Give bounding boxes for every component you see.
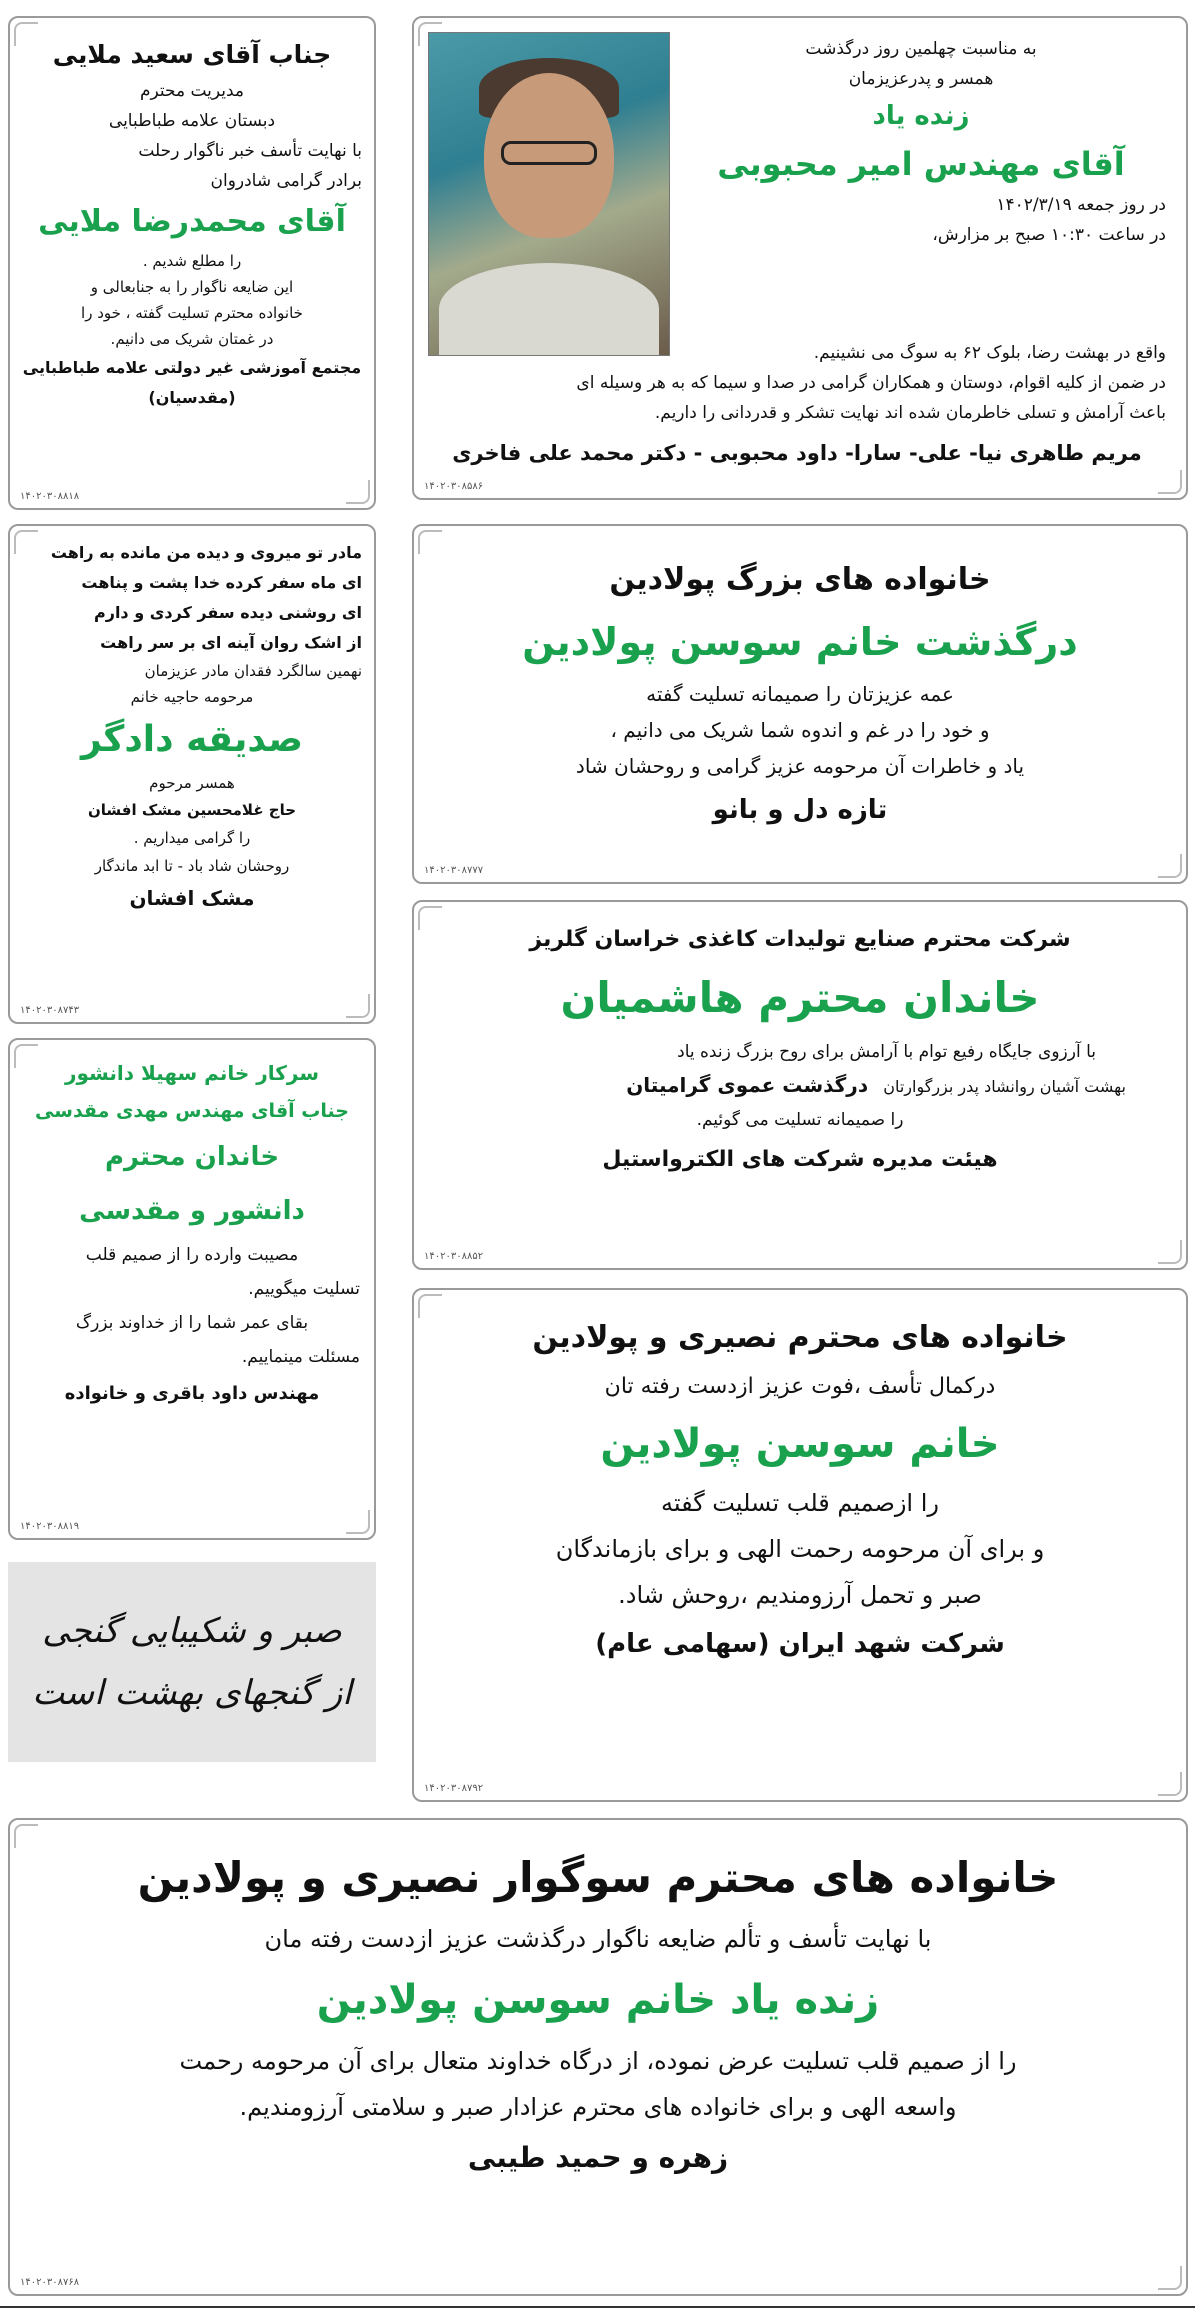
- notice-tayebi: [8, 1818, 1188, 2296]
- signature: شرکت شهد ایران (سهامی عام): [595, 1629, 1005, 1659]
- signature-2: (مقدسیان): [148, 388, 236, 407]
- portrait-photo: [428, 32, 670, 356]
- line-5: صبر و تحمل آرزومندیم ،روحش شاد.: [618, 1581, 982, 1609]
- thanks-line-1: در ضمن از کلیه اقوام، دوستان و همکاران گرامی در صدا و سیما که به هر وسیله ای: [576, 373, 1166, 393]
- line-2: مرحومه حاجیه خانم: [130, 688, 254, 706]
- line-5: را گرامی میداریم .: [133, 829, 251, 847]
- signers: مریم طاهری نیا- علی- سارا- داود محبوبی - دکتر محمد علی فاخری: [452, 441, 1142, 465]
- line-6: تسلیت میگوییم.: [248, 1279, 360, 1299]
- line-2: با آرزوی جایگاه رفیع توام با آرامش برای روح بزرگ زنده یاد: [677, 1042, 1096, 1062]
- signature: زهره و حمید طیبی: [467, 2141, 729, 2174]
- line-8: مسئلت مینماییم.: [241, 1347, 360, 1367]
- line-2: با نهایت تأسف و تألم ضایعه ناگوار درگذشت عزیز ازدست رفته مان: [264, 1925, 932, 1953]
- ad-code: ۱۴۰۲۰۳۰۸۸۵۲: [424, 1251, 484, 1262]
- ad-code: ۱۴۰۲۰۳۰۸۸۱۸: [20, 491, 80, 502]
- signature: تازه دل و بانو: [712, 795, 888, 825]
- line-1: نهمین سالگرد فقدان مادر عزیزمان: [144, 662, 362, 680]
- line-4: با نهایت تأسف خبر ناگوار رحلت: [138, 141, 362, 161]
- heading: شرکت محترم صنایع تولیدات کاغذی خراسان گلریز: [529, 927, 1071, 952]
- line-5: مصیبت وارده را از صمیم قلب: [85, 1245, 299, 1265]
- line-4: را صمیمانه تسلیت می گوئیم.: [696, 1110, 904, 1130]
- line-2: مدیریت محترم: [139, 81, 245, 101]
- ad-code: ۱۴۰۲۰۳۰۸۷۹۲: [424, 1783, 484, 1794]
- heading: خانواده های بزرگ پولادین: [609, 562, 991, 597]
- poem-2: ای ماه سفر کرده خدا پشت و پناهت: [81, 573, 362, 592]
- line-4: دانشور و مقدسی: [79, 1196, 305, 1226]
- line-3b: درگذشت عموی گرامیتان: [626, 1073, 869, 1097]
- line-3: عمه عزیزتان را صمیمانه تسلیت گفته: [646, 682, 954, 706]
- intro-line-2: همسر و پدرعزیزمان: [848, 69, 994, 89]
- deceased-name: درگذشت خانم سوسن پولادین: [522, 620, 1078, 664]
- deceased-name: آقای محمدرضا ملایی: [38, 204, 346, 239]
- date-line: در روز جمعه ۱۴۰۲/۳/۱۹: [996, 195, 1166, 215]
- line-5: یاد و خاطرات آن مرحومه عزیز گرامی و روحشان شاد: [575, 754, 1025, 778]
- line-3: را ازصمیم قلب تسلیت گفته: [660, 1489, 939, 1517]
- line-3: خاندان محترم: [104, 1142, 280, 1172]
- line-4: و خود را در غم و اندوه شما شریک می دانیم ،: [610, 718, 990, 742]
- intro-line-1: به مناسبت چهلمین روز درگذشت: [805, 39, 1037, 59]
- line-6: را مطلع شدیم .: [142, 252, 242, 270]
- location-line: واقع در بهشت رضا، بلوک ۶۲ به سوگ می نشینیم.: [813, 343, 1166, 363]
- signature: مهندس داود باقری و خانواده: [64, 1383, 320, 1404]
- deceased-name: آقای مهندس امیر محبوبی: [717, 145, 1125, 183]
- thanks-line-2: باعث آرامش و تسلی خاطرمان شده اند نهایت تشکر و قدردانی را داریم.: [654, 403, 1166, 423]
- line-3: همسر مرحوم: [149, 774, 235, 792]
- line-2: درکمال تأسف ،فوت عزیز ازدست رفته تان: [604, 1374, 996, 1399]
- line-2: جناب آقای مهندس مهدی مقدسی: [35, 1100, 349, 1122]
- notice-dadgar: [8, 524, 376, 1024]
- deceased-name: خانم سوسن پولادین: [600, 1421, 1000, 1467]
- calligraphy-panel: [8, 1562, 376, 1762]
- poem-3: ای روشنی دیده سفر کردی و دارم: [94, 603, 362, 622]
- notice-nasiri-pouladin: [412, 1288, 1188, 1802]
- line-9: در غمتان شریک می دانیم.: [110, 330, 274, 348]
- signature-1: مجتمع آموزشی غیر دولتی علامه طباطبایی: [22, 358, 362, 377]
- ad-code: ۱۴۰۲۰۳۰۸۵۸۶: [424, 481, 484, 492]
- line-6: روحشان شاد باد - تا ابد ماندگار: [94, 857, 290, 875]
- ad-code: ۱۴۰۲۰۳۰۸۷۶۸: [20, 2277, 80, 2288]
- line-3: را از صمیم قلب تسلیت عرض نموده، از درگاه خداوند متعال برای آن مرحومه رحمت: [179, 2047, 1017, 2075]
- deceased-name: صدیقه دادگر: [81, 719, 303, 760]
- time-line: در ساعت ۱۰:۳۰ صبح بر مزارش،: [932, 225, 1166, 245]
- line-4: حاج غلامحسین مشک افشان: [87, 801, 297, 819]
- heading: خانواده های محترم سوگوار نصیری و پولادین: [137, 1853, 1059, 1902]
- line-3a: بهشت آشیان روانشاد پدر بزرگوارتان: [883, 1077, 1126, 1096]
- page-bottom-rule: [0, 2306, 1195, 2308]
- ad-code: ۱۴۰۲۰۳۰۸۷۷۷: [424, 865, 484, 876]
- notice-hashemian: [412, 900, 1188, 1270]
- line-3: دبستان علامه طباطبایی: [108, 111, 276, 131]
- deceased-name: زنده یاد خانم سوسن پولادین: [316, 1977, 880, 2023]
- line-7: بقای عمر شما را از خداوند بزرگ: [75, 1313, 309, 1333]
- signature: مشک افشان: [129, 886, 255, 910]
- poem-1: مادر تو میروی و دیده من مانده به راهت: [50, 543, 362, 562]
- notice-mahboubi: [412, 16, 1188, 500]
- line-1: سرکار خانم سهیلا دانشور: [64, 1061, 320, 1085]
- line-8: خانواده محترم تسلیت گفته ، خود را: [81, 304, 303, 322]
- poem-4: از اشک روان آینه ای بر سر راهت: [100, 633, 362, 652]
- line-4: و برای آن مرحومه رحمت الهی و برای بازماندگان: [555, 1535, 1045, 1563]
- calligraphy-line-1: صبر و شکیبایی گنجی: [42, 1611, 342, 1651]
- notice-mollaei: [8, 16, 376, 510]
- signature: هیئت مدیره شرکت های الکترواستیل: [602, 1147, 998, 1172]
- notice-pouladin-1: [412, 524, 1188, 884]
- line-7: این ضایعه ناگوار را به جنابعالی و: [90, 278, 294, 296]
- line-4: واسعه الهی و برای خانواده های محترم عزادار صبر و سلامتی آرزومندیم.: [239, 2093, 957, 2121]
- notice-daneshvar: [8, 1038, 376, 1540]
- calligraphy-line-2: از گنجهای بهشت است: [32, 1673, 352, 1713]
- heading: جناب آقای سعید ملایی: [52, 40, 332, 69]
- family-name: خاندان محترم هاشمیان: [560, 973, 1040, 1022]
- line-5: برادر گرامی شادروان: [210, 171, 362, 191]
- heading: خانواده های محترم نصیری و پولادین: [532, 1320, 1068, 1355]
- ad-code: ۱۴۰۲۰۳۰۸۷۴۳: [20, 1005, 80, 1016]
- ad-code: ۱۴۰۲۰۳۰۸۸۱۹: [20, 1521, 80, 1532]
- title-line-1: زنده یاد: [872, 101, 970, 131]
